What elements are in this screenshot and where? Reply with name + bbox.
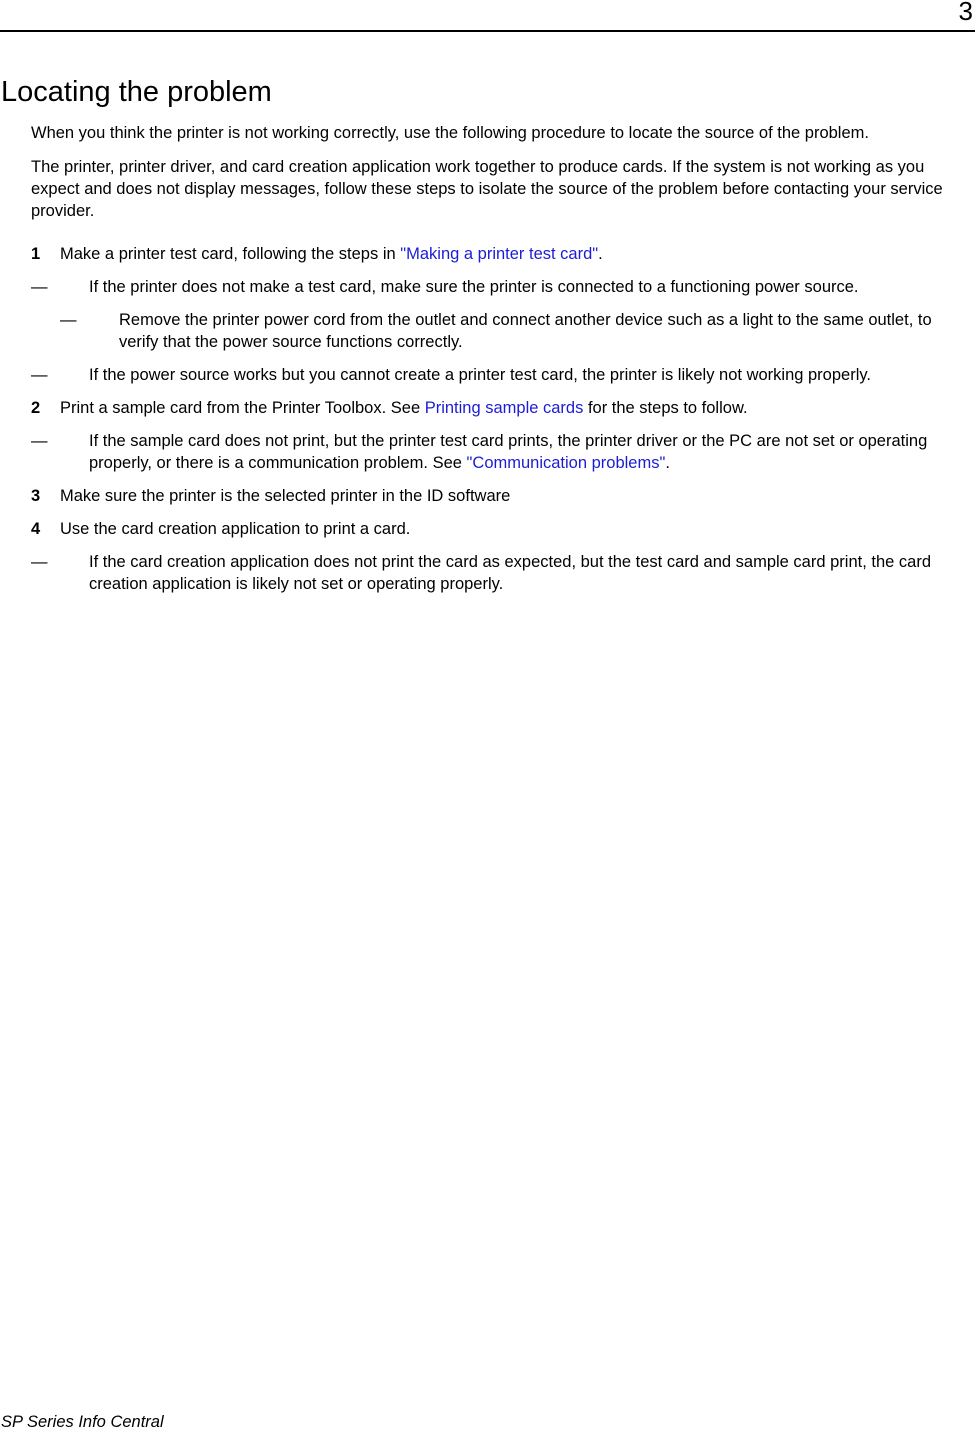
sub-text: If the printer does not make a test card, make sure the printer is connected to a functioning power source. <box>89 278 859 296</box>
step-4-sub <box>31 551 971 595</box>
intro-paragraph: When you think the printer is not working correctly, use the following procedure to locate the source of the problem. <box>31 124 869 142</box>
intro-paragraph: The printer, printer driver, and card creation application work together to produce cards. If the system is not working as you expect and does not display messages, follow these steps to isolate the source of the problem before contacting your service provider. <box>31 158 943 220</box>
dash-marker: — <box>31 366 48 384</box>
step-number: 3 <box>31 487 41 505</box>
dash-marker: — <box>31 278 48 296</box>
step-2-sub <box>31 430 971 474</box>
sub-text-end: . <box>665 454 670 472</box>
step-number: 2 <box>31 399 41 417</box>
step-text: Use the card creation application to print a card. <box>60 520 411 538</box>
step-3 <box>31 485 971 507</box>
step-1-sub-2 <box>31 364 971 386</box>
footer-title: SP Series Info Central <box>1 1413 164 1431</box>
step-1-subsub <box>31 309 971 353</box>
step-1 <box>31 243 971 265</box>
sub-text: Remove the printer power cord from the outlet and connect another device such as a light to the same outlet, to verify that the power source functions correctly. <box>119 311 932 351</box>
communication-problems-link[interactable]: "Communication problems" <box>466 454 666 472</box>
step-4 <box>31 518 971 540</box>
content-body <box>31 122 971 606</box>
step-number: 1 <box>31 245 41 263</box>
step-text: Make sure the printer is the selected printer in the ID software <box>60 487 511 505</box>
step-text: Print a sample card from the Printer Toolbox. See <box>60 399 425 417</box>
page-title: Locating the problem <box>1 76 272 108</box>
step-text-end: for the steps to follow. <box>583 399 748 417</box>
sub-text: If the power source works but you cannot create a printer test card, the printer is likely not working properly. <box>89 366 871 384</box>
printing-sample-cards-link[interactable]: Printing sample cards <box>424 399 584 417</box>
sub-text: If the card creation application does not print the card as expected, but the test card and sample card print, the card creation application is likely not set or operating properly. <box>89 553 931 593</box>
dash-marker: — <box>31 553 48 571</box>
header-rule <box>0 30 975 32</box>
step-1-sub-1 <box>31 276 971 298</box>
page-number: 3 <box>958 0 973 26</box>
step-text: Make a printer test card, following the steps in <box>60 245 401 263</box>
step-text-end: . <box>598 245 603 263</box>
step-number: 4 <box>31 520 41 538</box>
dash-marker: — <box>31 432 48 450</box>
step-2 <box>31 397 971 419</box>
sub-text: If the sample card does not print, but the printer test card prints, the printer driver or the PC are not set or operating properly, or there is a communication problem. See <box>89 432 928 472</box>
making-test-card-link[interactable]: "Making a printer test card" <box>400 245 599 263</box>
dash-marker: — <box>60 311 77 329</box>
